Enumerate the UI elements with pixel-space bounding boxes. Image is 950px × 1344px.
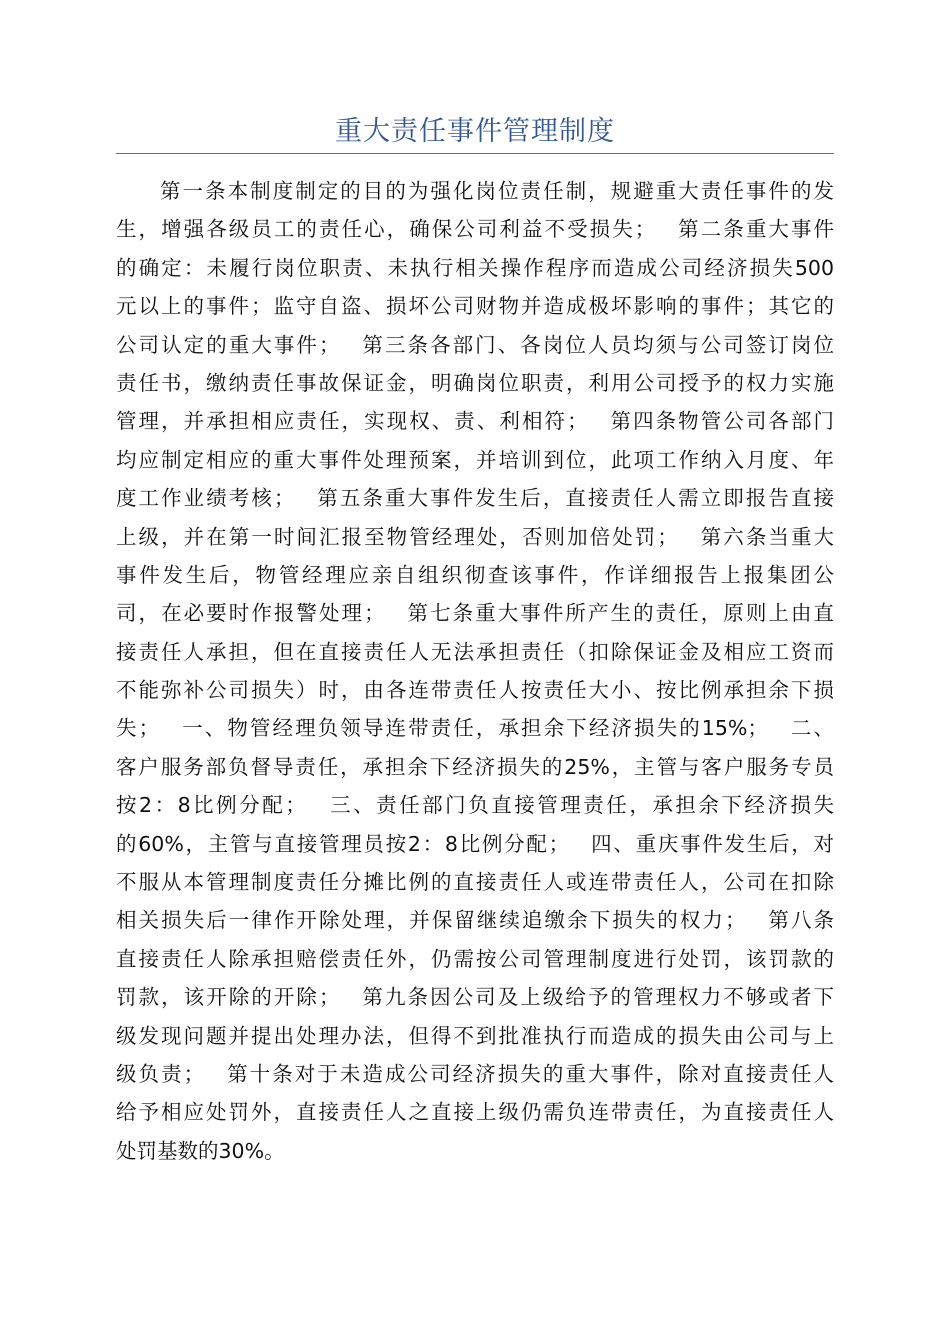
title-underline [116,153,834,154]
body-line: 的确定：未履行岗位职责、未执行相关操作程序而造成公司经济损失500 [116,255,834,280]
body-line: 公司认定的重大事件； 第三条各部门、各岗位人员均须与公司签订岗位 [116,332,834,357]
body-line: 均应制定相应的重大事件处理预案，并培训到位，此项工作纳入月度、年 [116,447,834,472]
body-line: 给予相应处罚外，直接责任人之直接上级仍需负连带责任，为直接责任人 [116,1100,834,1125]
body-line: 客户服务部负督导责任，承担余下经济损失的25%，主管与客户服务专员 [116,754,834,779]
body-line: 不能弥补公司损失）时，由各连带责任人按责任大小、按比例承担余下损 [116,678,834,703]
body-line: 责任书，缴纳责任事故保证金，明确岗位职责，利用公司授予的权力实施 [116,370,834,395]
body-line: 级发现问题并提出处理办法，但得不到批准执行而造成的损失由公司与上 [116,1023,834,1048]
body-line: 度工作业绩考核； 第五条重大事件发生后，直接责任人需立即报告直接 [116,486,834,511]
document-body [116,172,834,1170]
body-line: 管理，并承担相应责任，实现权、责、利相符； 第四条物管公司各部门 [116,409,834,434]
body-line: 按2：8比例分配； 三、责任部门负直接管理责任，承担余下经济损失 [116,793,834,818]
body-line: 相关损失后一律作开除处理，并保留继续追缴余下损失的权力； 第八条 [116,908,834,933]
body-line: 罚款，该开除的开除； 第九条因公司及上级给予的管理权力不够或者下 [116,985,834,1010]
body-line: 事件发生后，物管经理应亲自组织彻查该事件，作详细报告上报集团公 [116,562,834,587]
body-line: 处罚基数的30%。 [116,1138,285,1163]
body-line: 直接责任人除承担赔偿责任外，仍需按公司管理制度进行处罚，该罚款的 [116,946,834,971]
document-title: 重大责任事件管理制度 [335,116,615,147]
body-line: 的60%，主管与直接管理员按2：8比例分配； 四、重庆事件发生后，对 [116,831,834,856]
body-line: 级负责； 第十条对于未造成公司经济损失的重大事件，除对直接责任人 [116,1061,834,1086]
body-line: 接责任人承担，但在直接责任人无法承担责任（扣除保证金及相应工资而 [116,639,834,664]
body-line: 司，在必要时作报警处理； 第七条重大事件所产生的责任，原则上由直 [116,601,834,626]
body-line: 失； 一、物管经理负领导连带责任，承担余下经济损失的15%； 二、 [116,716,834,741]
body-line: 生，增强各级员工的责任心，确保公司利益不受损失； 第二条重大事件 [116,217,834,242]
body-line: 第一条本制度制定的目的为强化岗位责任制，规避重大责任事件的发 [160,179,834,203]
body-line: 元以上的事件；监守自盗、损坏公司财物并造成极坏影响的事件；其它的 [116,294,834,319]
body-line: 上级，并在第一时间汇报至物管经理处，否则加倍处罚； 第六条当重大 [116,524,834,549]
body-line: 不服从本管理制度责任分摊比例的直接责任人或连带责任人，公司在扣除 [116,870,834,895]
